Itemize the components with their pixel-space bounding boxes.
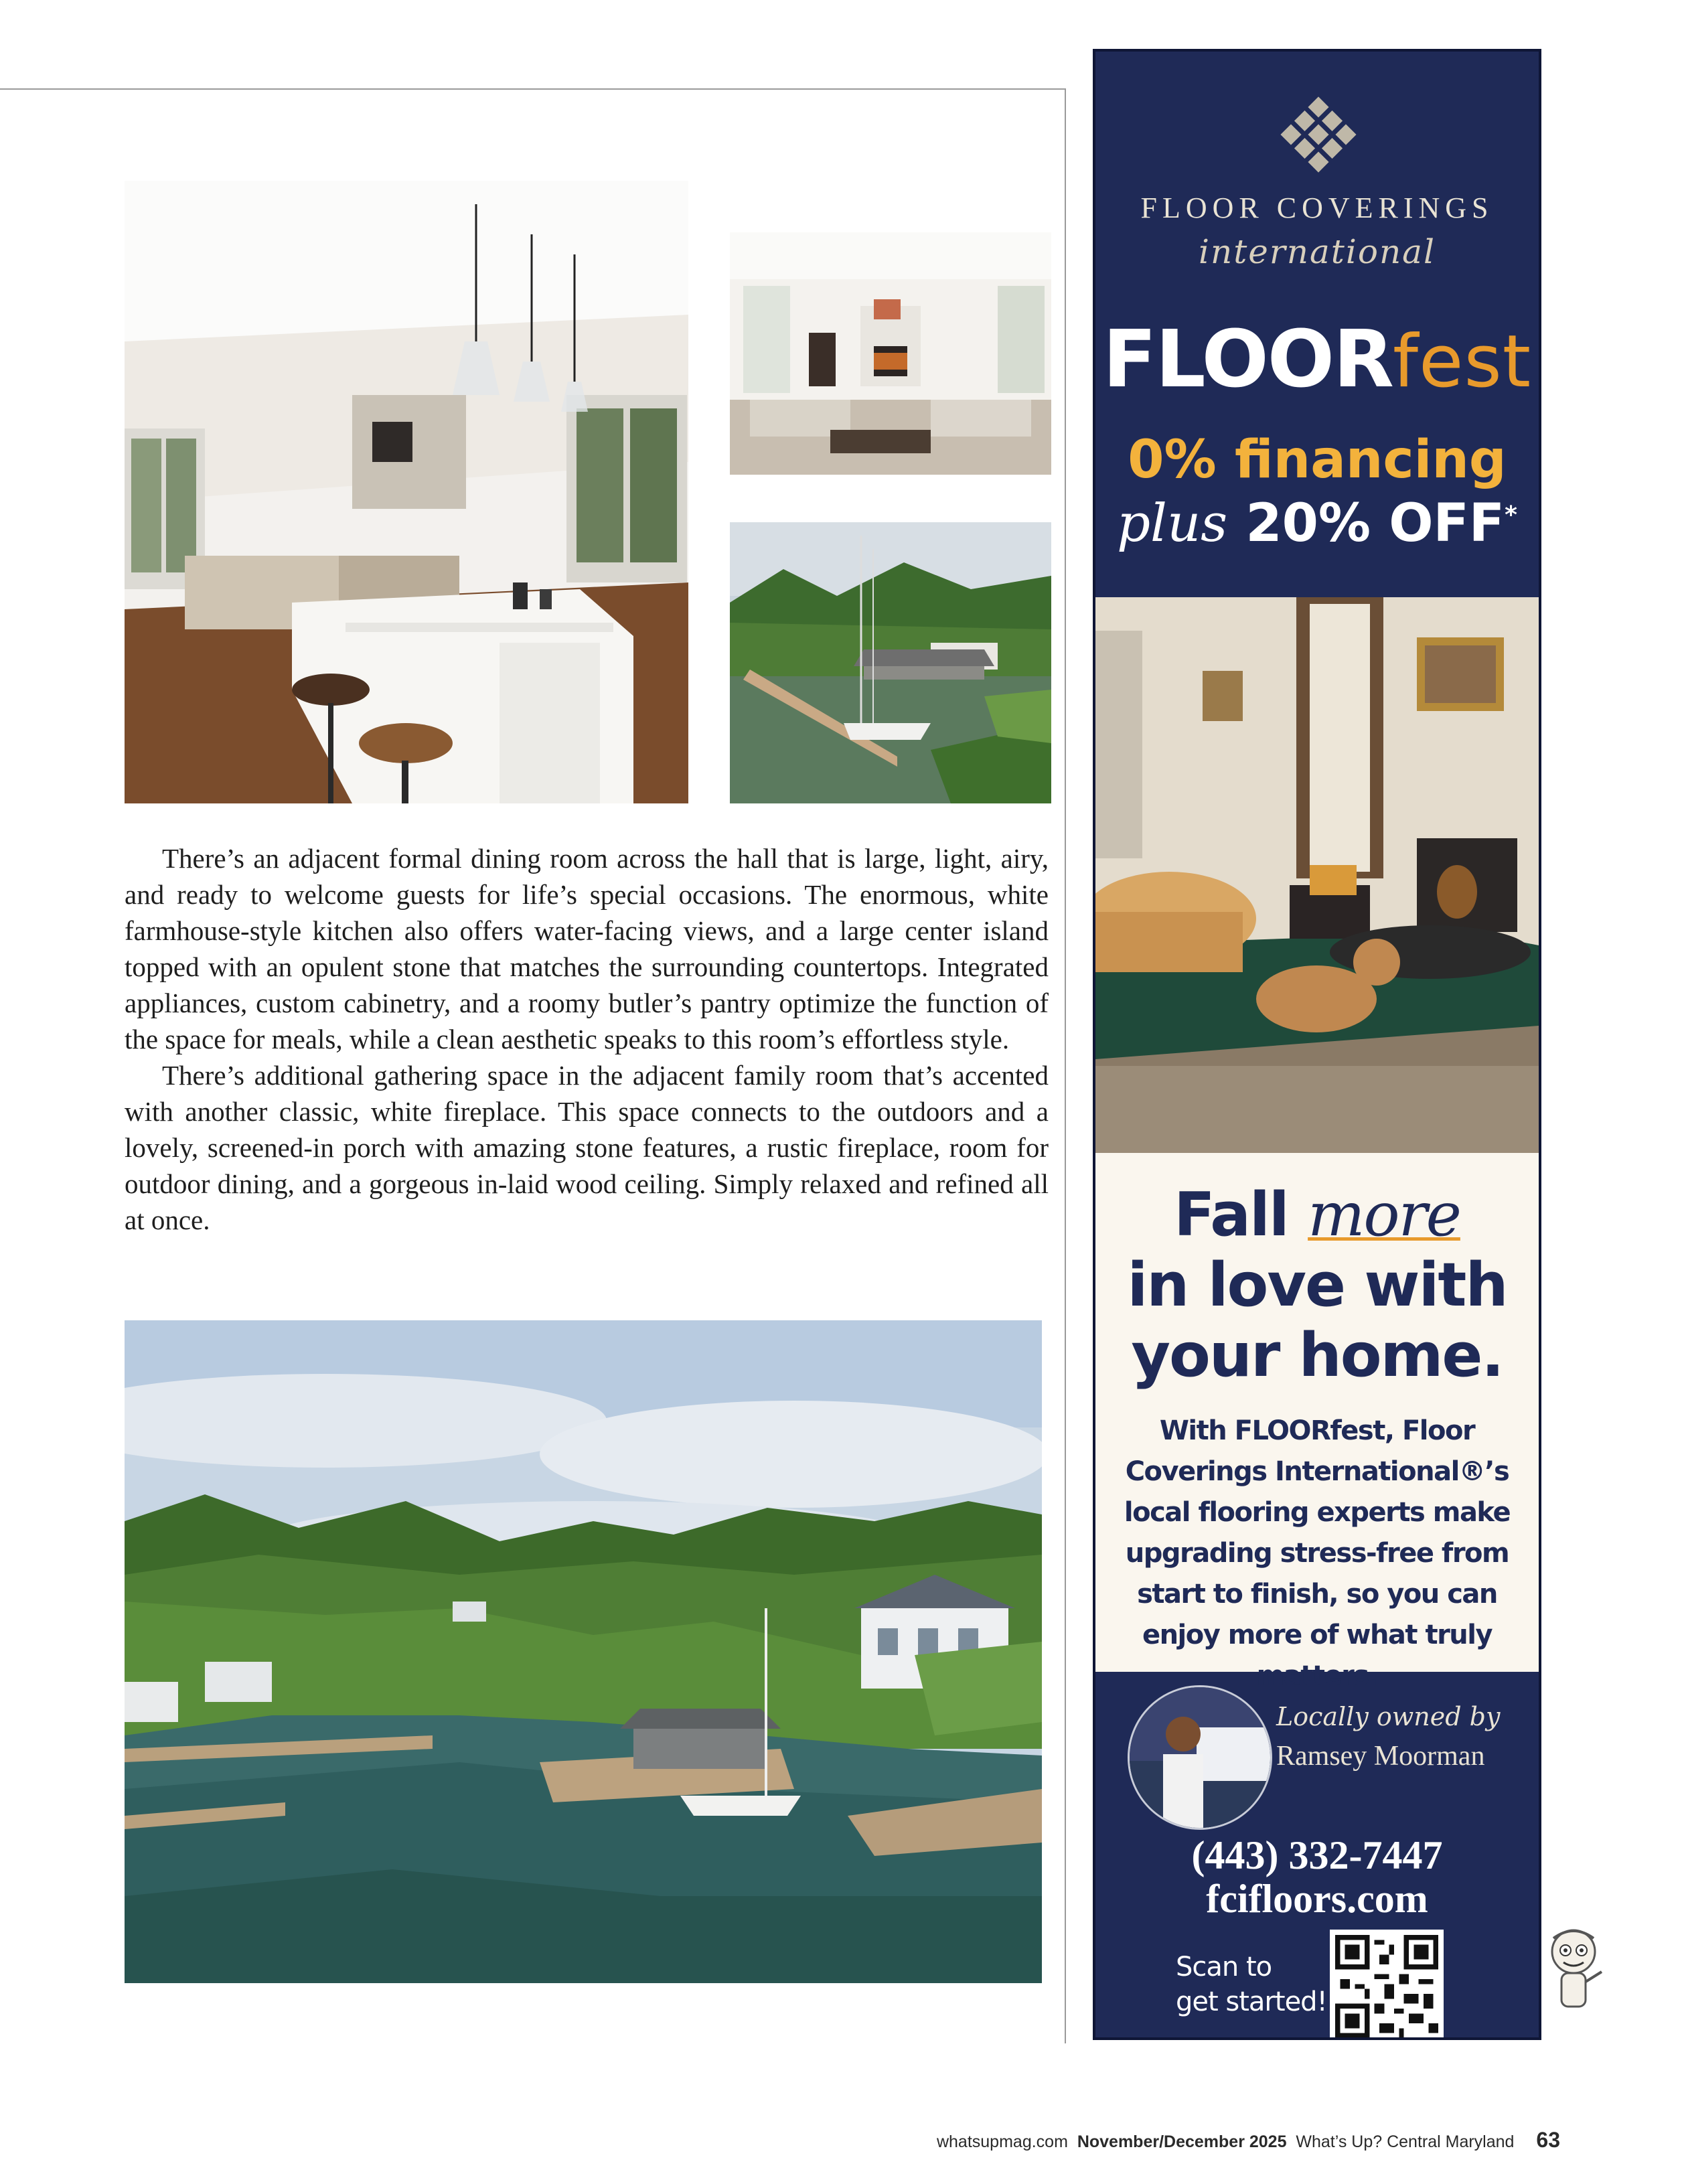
qr-code-icon[interactable]: [1330, 1930, 1444, 2040]
article-paragraph: There’s additional gathering space in the adjacent family room that’s accented with another classic, white fireplace. This space connects to the outdoors and a lovely, screened-in porch with amazing stone features, a rustic fireplace, room for outdoor dining, and a gorgeous in-laid wood ceiling. Simply relaxed and refined all at once.: [125, 1060, 1049, 1235]
owner-name: Ramsey Moorman: [1276, 1741, 1485, 1772]
offer-discount-value: 20% OFF: [1245, 493, 1505, 554]
ad-headline-line2: in love with: [1127, 1250, 1507, 1320]
footer-issue: November/December 2025: [1077, 2132, 1287, 2151]
column-rule: [1065, 88, 1066, 2043]
owner-label: Locally owned by: [1276, 1702, 1501, 1731]
ad-brand-script: international: [1199, 232, 1436, 271]
ad-brand-name: FLOOR COVERINGS: [1140, 191, 1494, 224]
diamond-logo-icon: [1276, 92, 1361, 177]
aerial-waterfront-photo: [125, 1320, 1042, 1983]
footer-site: whatsupmag.com: [936, 2132, 1068, 2151]
mascot-icon: [1540, 1925, 1607, 2015]
page-footer: [824, 2128, 1560, 2153]
ad-headline-line1: [1095, 1180, 1539, 1250]
top-rule: [0, 88, 1066, 90]
living-room-photo: [730, 232, 1051, 475]
dock-photo: [730, 522, 1051, 803]
offer-asterisk: *: [1505, 501, 1517, 529]
event-title-suffix: fest: [1392, 320, 1532, 404]
scan-cta-line1: Scan to: [1176, 1952, 1272, 1982]
scan-cta-line2: get started!: [1176, 1986, 1327, 2017]
ad-headline-fall: Fall: [1174, 1180, 1288, 1250]
scan-cta: [1176, 1950, 1327, 2019]
offer-plus: plus: [1117, 493, 1228, 554]
article-paragraph: There’s an adjacent formal dining room across the hall that is large, light, airy, and ready to welcome guests for life’s special occasions. The enormous, white farmhouse-style kitchen also offers water-facing views, and a large center island topped with an opulent stone that matches the surrounding countertops. Integrated appliances, custom cabinetry, and a roomy butler’s pantry optimize the function of the space for meals, while a clean aesthetic speaks to this room’s effortless style.: [125, 843, 1049, 1055]
owner-photo: [1128, 1685, 1272, 1830]
footer-publication: What’s Up? Central Maryland: [1296, 2132, 1515, 2151]
event-title-main: FLOOR: [1102, 313, 1393, 405]
ad-phone-number[interactable]: (443) 332-7447: [1191, 1833, 1443, 1877]
ad-website-link[interactable]: fcifloors.com: [1206, 1877, 1428, 1921]
offer-discount: [1095, 493, 1539, 554]
ad-message-panel: [1095, 1153, 1539, 1691]
ad-living-room-photo: [1095, 597, 1539, 1153]
ad-body-copy: With FLOORfest, Floor Coverings International®’s local flooring experts make upgrading stress-free from start to finish, so you can enjoy more of what truly matters.: [1124, 1415, 1511, 1691]
article-body: [125, 840, 1049, 1238]
kitchen-photo: [125, 181, 688, 803]
advertisement: [1093, 49, 1541, 2040]
event-title: [1095, 313, 1539, 405]
page-number: 63: [1536, 2128, 1560, 2152]
ad-headline-line3: your home.: [1131, 1320, 1503, 1391]
offer-financing: 0% financing: [1128, 430, 1507, 490]
ad-headline-more: more: [1308, 1180, 1460, 1250]
